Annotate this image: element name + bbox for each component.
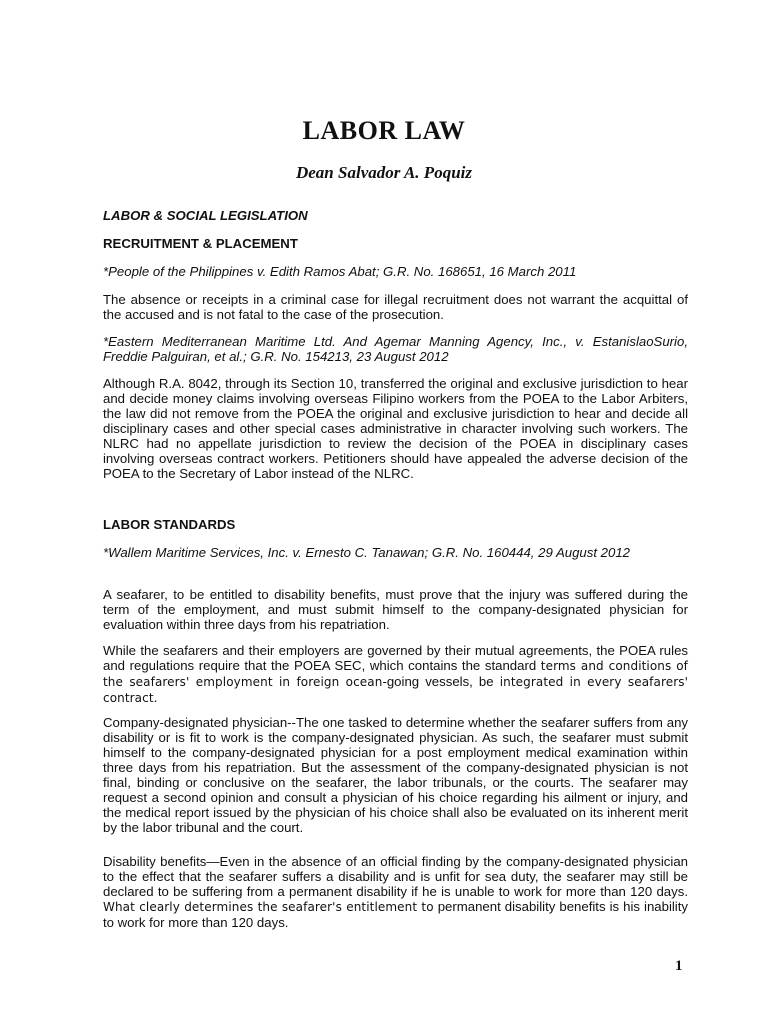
section-heading-labor-social-legislation: LABOR & SOCIAL LEGISLATION [103, 208, 308, 223]
wallem-p2-part-d: integrated in every seafarers' contract. [103, 675, 688, 705]
case-citation-abat: *People of the Philippines v. Edith Ramos Abat; G.R. No. 168651, 16 March 2011 [103, 264, 577, 279]
wallem-p2-part-a: While the seafarers and their employers are governed by their mutual agreements, the POEA rules and regulations require that the POEA SEC, which contains the standard [103, 643, 688, 673]
case-summary-wallem-p2 [103, 643, 688, 706]
wallem-p2-part-b: terms and conditions of the seafarers' employment in foreign ocean [103, 659, 688, 689]
wallem-p4-part-b: What clearly determines the seafarer's entitlement to [103, 900, 434, 914]
document-author: Dean Salvador A. Poquiz [295, 163, 472, 182]
section-heading-labor-standards: LABOR STANDARDS [103, 517, 236, 532]
case-citation-eastern-mediterranean: *Eastern Mediterranean Maritime Ltd. And Agemar Manning Agency, Inc., v. EstanislaoSurio, Freddie Palguiran, et al.; G.R. No. 154213, 23 August 2012 [103, 334, 688, 364]
case-summary-wallem-p4 [103, 854, 688, 930]
page-number: 1 [675, 958, 683, 974]
case-summary-wallem-p1: A seafarer, to be entitled to disability benefits, must prove that the injury was suffered during the term of the employment, and must submit himself to the company-designated physician for evaluation within three days from his repatriation. [103, 587, 688, 632]
case-summary-eastern-mediterranean: Although R.A. 8042, through its Section 10, transferred the original and exclusive jurisdiction to hear and decide money claims involving overseas Filipino workers from the POEA to the Labor Arbiters, the law did not remove from the POEA the original and exclusive jurisdiction to hear and decide all disciplinary cases and other special cases administrative in character involving such workers. The NLRC had no appellate jurisdiction to review the decision of the POEA in disciplinary cases involving overseas contract workers. Petitioners should have appealed the adverse decision of the POEA to the Secretary of Labor instead of the NLRC. [103, 376, 688, 481]
section-heading-recruitment-placement: RECRUITMENT & PLACEMENT [103, 236, 298, 251]
wallem-p4-part-a: Disability benefits—Even in the absence of an official finding by the company-designated physician to the effect that the seafarer suffers a disability and is unfit for sea duty, the seafarer may still be declared to be suffering from a permanent disability if he is unable to work for more than 120 days. [103, 854, 688, 899]
case-summary-abat: The absence or receipts in a criminal case for illegal recruitment does not warrant the acquittal of the accused and is not fatal to the case of the prosecution. [103, 292, 688, 322]
case-citation-wallem: *Wallem Maritime Services, Inc. v. Ernesto C. Tanawan; G.R. No. 160444, 29 August 2012 [103, 545, 631, 560]
document-title: LABOR LAW [302, 116, 466, 145]
case-summary-wallem-p3: Company-designated physician--The one tasked to determine whether the seafarer suffers from any disability or is fit to work is the company-designated physician. As such, the seafarer must submit himself to the company-designated physician for a post employment medical examination within three days from his repatriation. But the assessment of the company-designated physician is not final, binding or conclusive on the seafarer, the labor tribunals, or the courts. The seafarer may request a second opinion and consult a physician of his choice regarding his ailment or injury, and the medical report issued by the physician of his choice shall also be evaluated on its inherent merit by the labor tribunal and the court. [103, 715, 688, 835]
wallem-p2-part-c: -going vessels, be [382, 674, 500, 689]
wallem-p4-part-c: permanent disability benefits is his inability to work for more than 120 days. [103, 899, 688, 930]
